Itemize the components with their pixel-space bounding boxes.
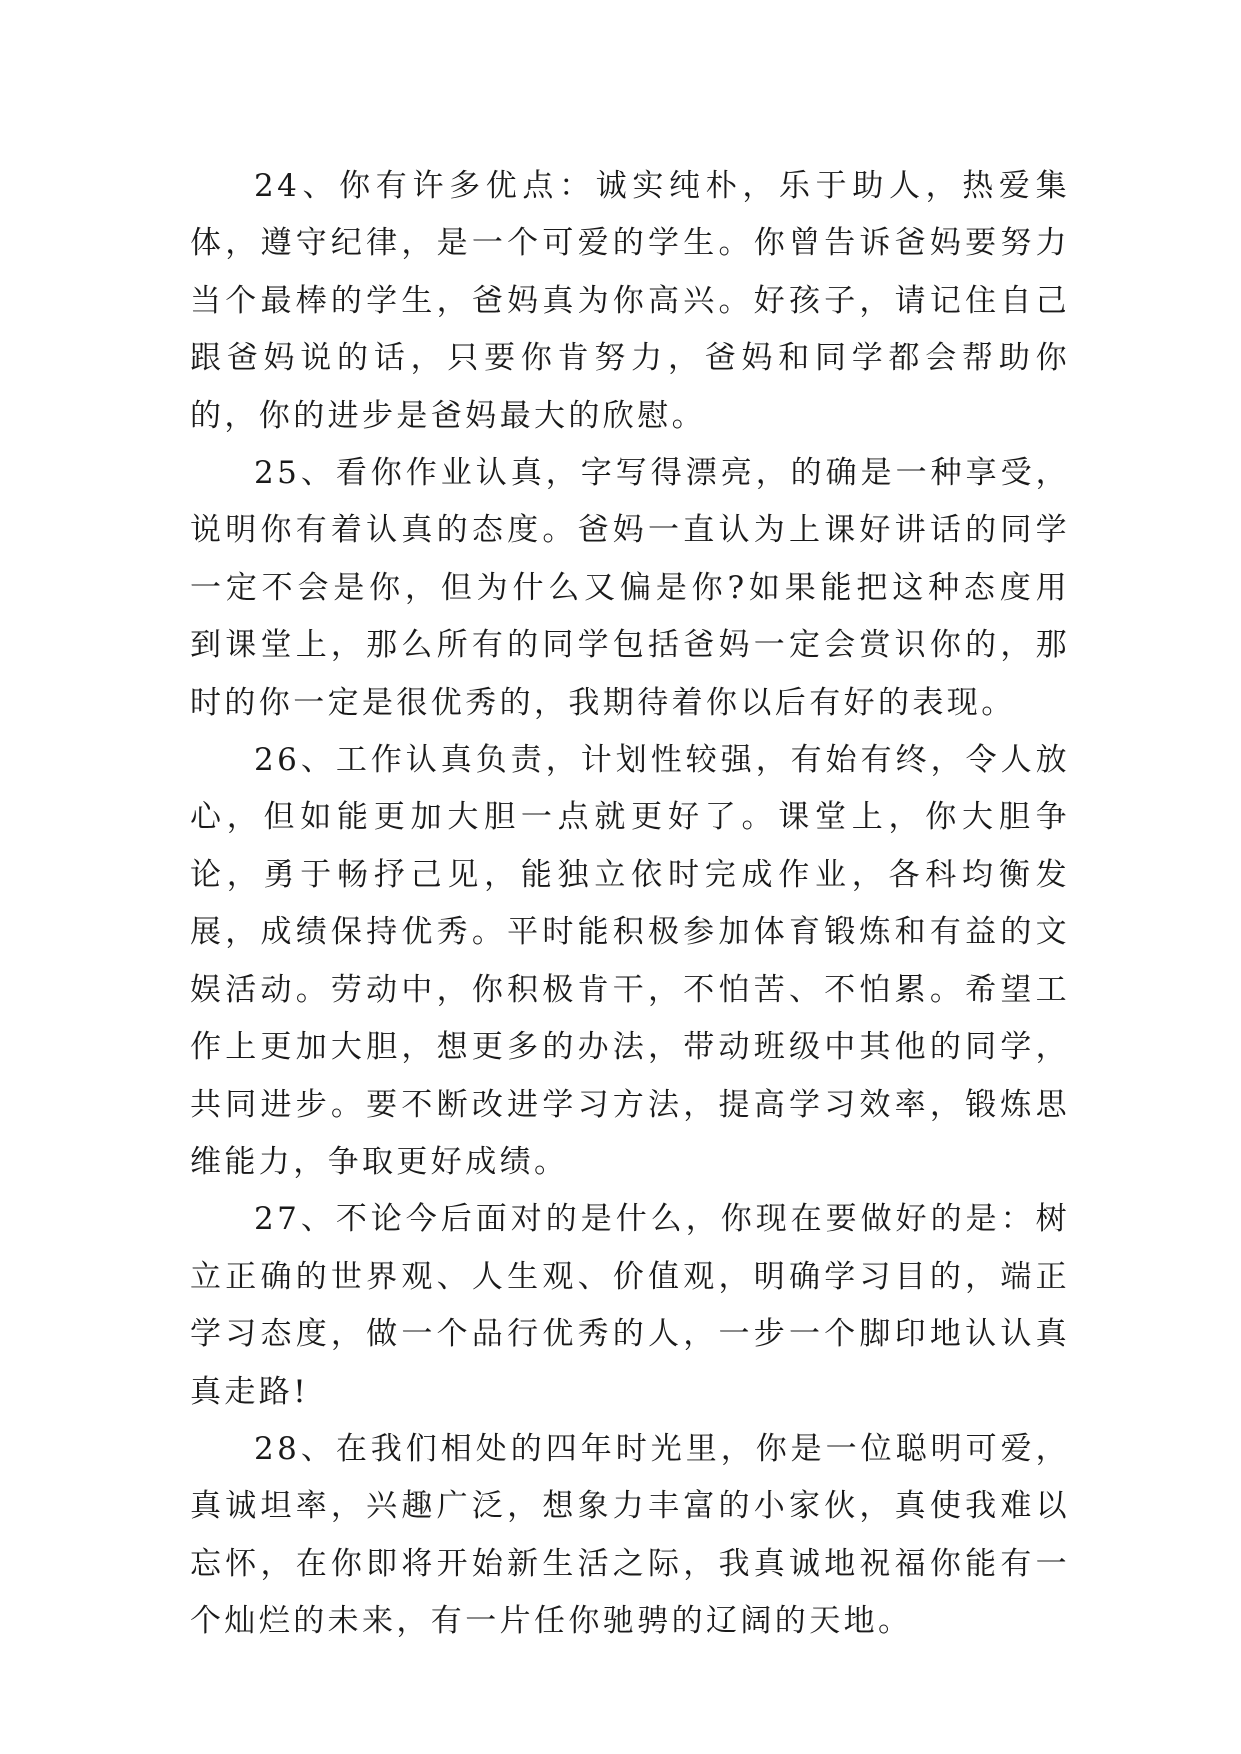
document-body xyxy=(190,158,1070,1651)
comment-paragraph-26: 26、工作认真负责，计划性较强，有始有终，令人放心，但如能更加大胆一点就更好了。课堂上，你大胆争论，勇于畅抒己见，能独立依时完成作业，各科均衡发展，成绩保持优秀。平时能积极参加体育锻炼和有益的文娱活动。劳动中，你积极肯干，不怕苦、不怕累。希望工作上更加大胆，想更多的办法，带动班级中其他的同学，共同进步。要不断改进学习方法，提高学习效率，锻炼思维能力，争取更好成绩。 xyxy=(190,742,1070,1180)
comment-paragraph-25: 25、看你作业认真，字写得漂亮，的确是一种享受，说明你有着认真的态度。爸妈一直认为上课好讲话的同学一定不会是你，但为什么又偏是你?如果能把这种态度用到课堂上，那么所有的同学包括爸妈一定会赏识你的，那时的你一定是很优秀的，我期待着你以后有好的表现。 xyxy=(190,455,1070,721)
comment-paragraph-28: 28、在我们相处的四年时光里，你是一位聪明可爱，真诚坦率，兴趣广泛，想象力丰富的小家伙，真使我难以忘怀，在你即将开始新生活之际，我真诚地祝福你能有一个灿烂的未来，有一片任你驰骋的辽阔的天地。 xyxy=(190,1430,1070,1640)
comment-paragraph-24: 24、你有许多优点：诚实纯朴，乐于助人，热爱集体，遵守纪律，是一个可爱的学生。你曾告诉爸妈要努力当个最棒的学生，爸妈真为你高兴。好孩子，请记住自己跟爸妈说的话，只要你肯努力，爸妈和同学都会帮助你的，你的进步是爸妈最大的欣慰。 xyxy=(190,168,1070,434)
comment-paragraph-27: 27、不论今后面对的是什么，你现在要做好的是：树立正确的世界观、人生观、价值观，明确学习目的，端正学习态度，做一个品行优秀的人，一步一个脚印地认认真真走路! xyxy=(190,1201,1070,1410)
